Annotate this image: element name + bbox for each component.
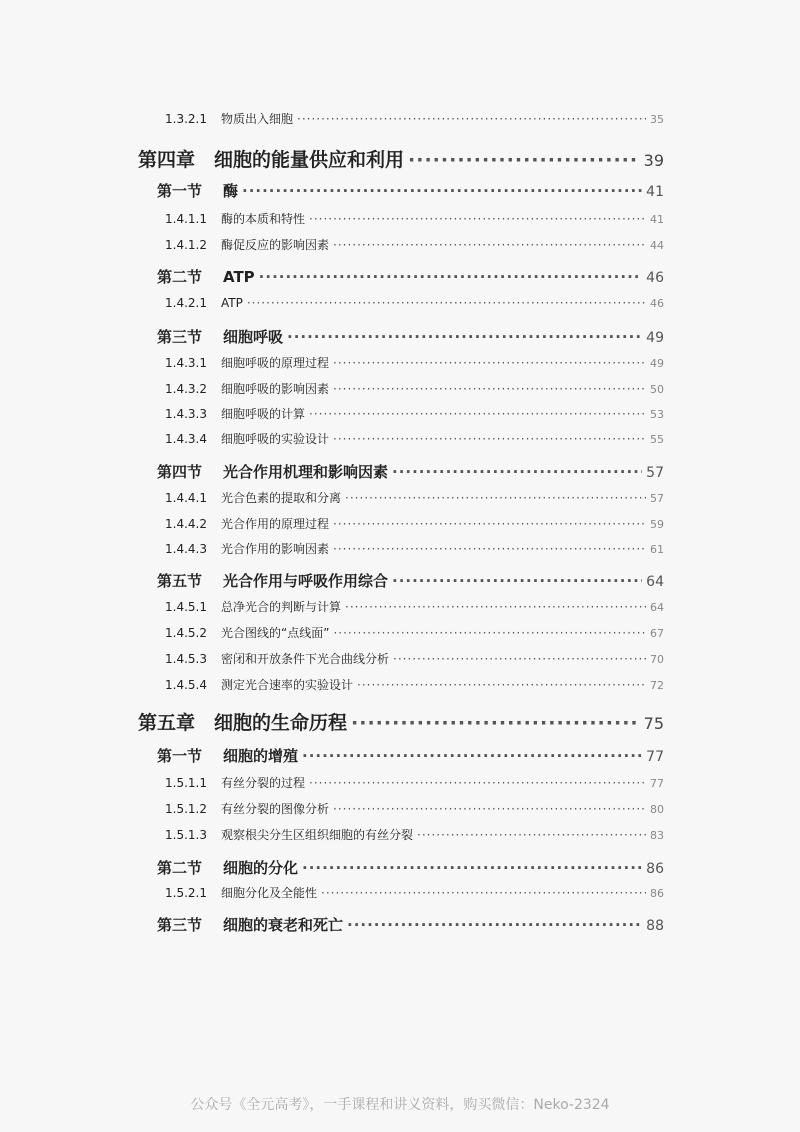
toc-entry-page-number: 72 [650,679,664,692]
toc-entry-page-number: 46 [646,270,664,286]
dot-leader [345,600,646,614]
toc-entry-sub [165,826,664,843]
dot-leader [242,182,642,200]
toc-entry-sub [165,296,664,310]
toc-entry-title: 细胞呼吸的原理过程 [221,356,330,370]
toc-entry-title: 光合图线的“点线面” [221,626,330,640]
dot-leader [287,328,642,346]
toc-entry-sub [165,236,664,253]
toc-entry-title: 酶 [223,182,239,200]
toc-entry-title: 光合作用与呼吸作用综合 [223,572,389,590]
toc-entry-title: 有丝分裂的过程 [221,776,306,790]
toc-entry-page-number: 64 [646,574,664,590]
toc-entry-page-number: 80 [650,803,664,816]
toc-entry-number: 第三节 [157,916,203,934]
toc-entry-page-number: 75 [643,714,664,733]
toc-entry-title: 物质出入细胞 [221,112,294,126]
dot-leader [297,112,646,126]
toc-entry-page-number: 35 [650,113,664,126]
toc-entry-title: 酶的本质和特性 [221,212,306,226]
toc-entry-title: 有丝分裂的图像分析 [221,802,330,816]
toc-entry-title: 总净光合的判断与计算 [221,600,342,614]
dot-leader [347,916,642,934]
toc-entry-number: 第五章 [138,712,196,734]
toc-entry-title: 密闭和开放条件下光合曲线分析 [221,652,390,666]
toc-entry-page-number: 83 [650,829,664,842]
toc-entry-title: 细胞的生命历程 [214,712,348,734]
dot-leader [345,491,646,505]
toc-entry-title: 细胞呼吸的影响因素 [221,382,330,396]
toc-entry-sub [165,405,664,422]
toc-entry-title: 光合色素的提取和分离 [221,491,342,505]
dot-leader [333,356,646,370]
toc-entry-section [157,326,664,347]
toc-entry-sub [165,540,664,557]
toc-entry-section [157,266,664,287]
toc-entry-number: 1.4.3.1 [165,356,207,370]
dot-leader [309,407,646,421]
dot-leader [302,859,642,877]
dot-leader [333,382,646,396]
toc-entry-page-number: 55 [650,433,664,446]
toc-entry-number: 第四章 [138,149,196,171]
toc-entry-number: 1.4.3.2 [165,382,207,396]
toc-entry-sub [165,489,664,506]
dot-leader [309,212,646,226]
toc-entry-number: 1.4.5.1 [165,600,207,614]
dot-leader [321,886,646,900]
toc-entry-title: 测定光合速率的实验设计 [221,678,354,692]
toc-entry-title: 细胞呼吸的实验设计 [221,432,330,446]
toc-entry-number: 1.5.1.3 [165,828,207,842]
toc-entry-section [157,180,664,201]
toc-entry-title: 细胞分化及全能性 [221,886,318,900]
toc-entry-number: 1.4.5.3 [165,652,207,666]
toc-entry-number: 1.4.1.1 [165,212,207,226]
toc-entry-page-number: 39 [643,151,664,170]
toc-entry-number: 1.4.3.3 [165,407,207,421]
toc-entry-sub [165,430,664,447]
toc-entry-page-number: 41 [650,213,664,226]
dot-leader [357,678,646,692]
toc-entry-section [157,461,664,482]
toc-entry-section [157,857,664,878]
toc-entry-title: 光合作用机理和影响因素 [223,463,389,481]
toc-entry-number: 第三节 [157,328,203,346]
toc-entry-page-number: 86 [650,887,664,900]
dot-leader [393,652,646,666]
toc-entry-number: 第二节 [157,859,203,877]
toc-entry-sub [165,354,664,371]
dot-leader [333,626,646,640]
toc-entry-number: 1.4.1.2 [165,238,207,252]
toc-entry-sub [165,624,664,641]
toc-entry-sub [165,110,664,127]
toc-entry-number: 1.4.3.4 [165,432,207,446]
toc-entry-title: 细胞的分化 [223,859,299,877]
toc-entry-page-number: 67 [650,627,664,640]
toc-entry-title: 细胞的能量供应和利用 [214,149,405,171]
toc-entry-chapter [138,708,664,735]
toc-entry-page-number: 77 [650,777,664,790]
dot-leader [259,268,643,286]
toc-entry-page-number: 41 [646,184,664,200]
toc-entry-page-number: 49 [650,357,664,370]
toc-entry-page-number: 57 [650,492,664,505]
dot-leader [417,828,646,842]
toc-entry-title: 光合作用的原理过程 [221,517,330,531]
toc-entry-sub [165,598,664,615]
toc-entry-page-number: 88 [646,918,664,934]
dot-leader [302,747,642,765]
toc-entry-sub [165,515,664,532]
toc-entry-number: 第二节 [157,268,203,286]
toc-entry-sub [165,210,664,227]
toc-entry-section [157,570,664,591]
toc-entry-page-number: 64 [650,601,664,614]
toc-entry-page-number: 44 [650,239,664,252]
dot-leader [392,572,642,590]
toc-entry-title: 细胞的增殖 [223,747,299,765]
toc-entry-page-number: 61 [650,543,664,556]
dot-leader [392,463,642,481]
toc-entry-number: 1.4.4.2 [165,517,207,531]
toc-entry-page-number: 46 [650,297,664,310]
toc-entry-sub [165,380,664,397]
dot-leader [351,712,640,734]
toc-entry-number: 1.4.4.3 [165,542,207,556]
toc-entry-title: 细胞的衰老和死亡 [223,916,344,934]
dot-leader [333,238,646,252]
toc-entry-page-number: 50 [650,383,664,396]
toc-entry-number: 1.4.5.2 [165,626,207,640]
toc-entry-page-number: 59 [650,518,664,531]
toc-entry-section [157,914,664,935]
toc-entry-page-number: 70 [650,653,664,666]
toc-entry-title: 酶促反应的影响因素 [221,238,330,252]
dot-leader [333,517,646,531]
toc-entry-page-number: 57 [646,465,664,481]
toc-entry-number: 1.4.4.1 [165,491,207,505]
toc-entry-page-number: 77 [646,749,664,765]
dot-leader [333,802,646,816]
toc-entry-number: 1.3.2.1 [165,112,207,126]
toc-entry-chapter [138,145,664,172]
toc-entry-number: 第五节 [157,572,203,590]
toc-entry-title: 光合作用的影响因素 [221,542,330,556]
dot-leader [333,432,646,446]
toc-entry-title: 细胞呼吸 [223,328,284,346]
toc-entry-title: 细胞呼吸的计算 [221,407,306,421]
dot-leader [408,149,640,171]
dot-leader [309,776,646,790]
toc-entry-number: 1.5.1.1 [165,776,207,790]
toc-entry-title: 观察根尖分生区组织细胞的有丝分裂 [221,828,414,842]
toc-entry-number: 1.4.2.1 [165,296,207,310]
toc-entry-number: 第一节 [157,182,203,200]
footer-note: 公众号《全元高考》，一手课程和讲义资料，购买微信：Neko-2324 [190,1097,610,1113]
toc-entry-number: 1.4.5.4 [165,678,207,692]
toc-entry-number: 1.5.2.1 [165,886,207,900]
toc-entry-sub [165,676,664,693]
toc-entry-page-number: 86 [646,861,664,877]
toc-entry-number: 第一节 [157,747,203,765]
toc-entry-number: 第四节 [157,463,203,481]
toc-entry-section [157,745,664,766]
toc-entry-title: ATP [223,268,255,286]
toc-entry-title: ATP [221,296,243,310]
toc-entry-page-number: 49 [646,330,664,346]
toc-entry-sub [165,884,664,901]
toc-entry-sub [165,650,664,667]
toc-entry-number: 1.5.1.2 [165,802,207,816]
toc-entry-page-number: 53 [650,408,664,421]
toc-entry-sub [165,774,664,791]
dot-leader [333,542,646,556]
dot-leader [247,296,646,310]
toc-entry-sub [165,800,664,817]
